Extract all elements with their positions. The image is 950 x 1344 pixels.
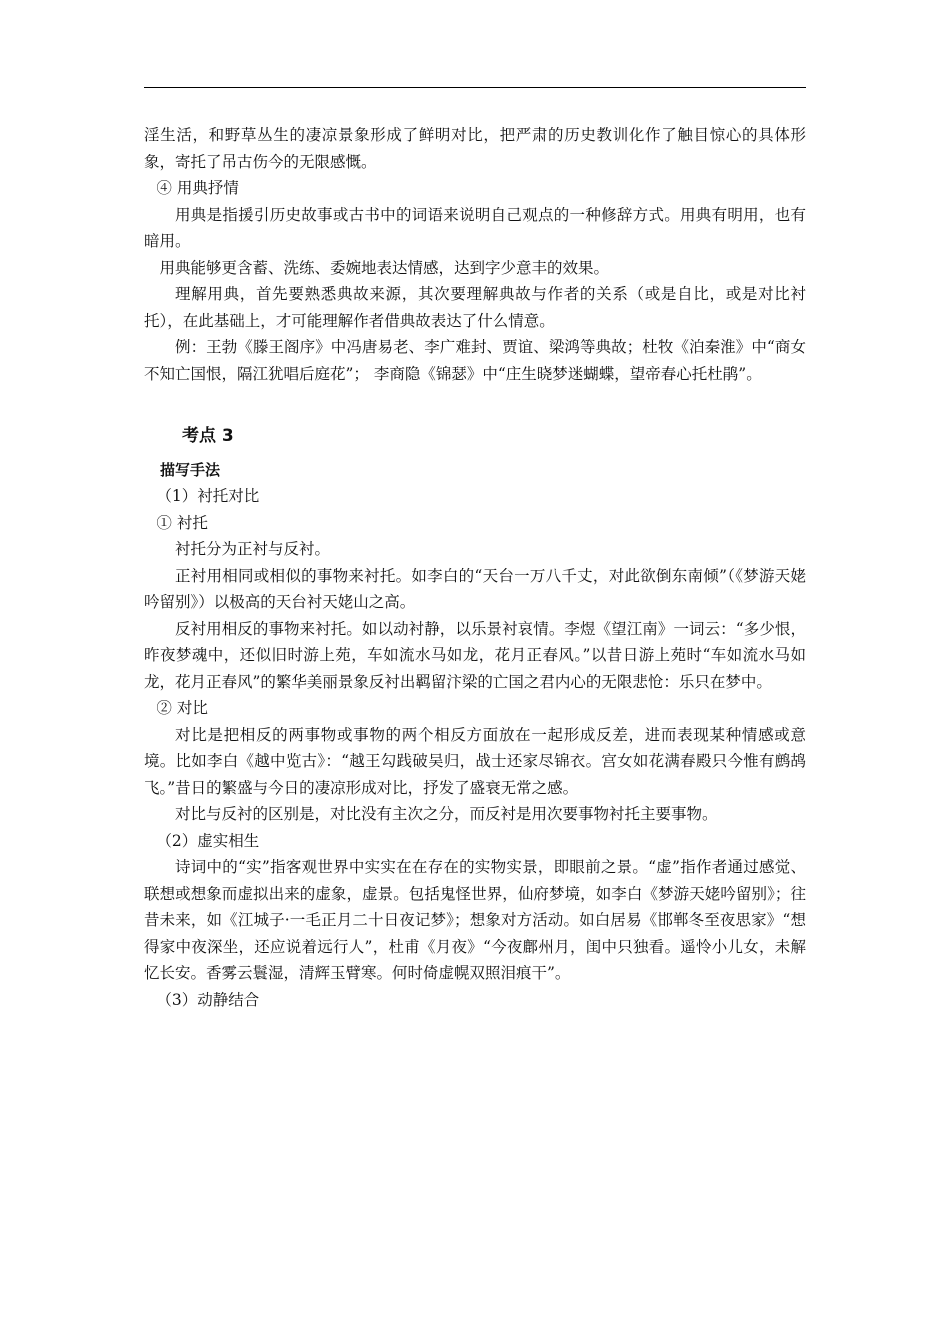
paragraph-continuation: 淫生活，和野草丛生的凄凉景象形成了鲜明对比，把严肃的历史教训化作了触目惊心的具体形象，寄托了吊古伤今的无限感慨。 bbox=[144, 126, 806, 171]
paragraph-comparison-difference: 对比与反衬的区别是，对比没有主次之分，而反衬是用次要事物衬托主要事物。 bbox=[175, 805, 718, 823]
paragraph-allusion-effect: 用典能够更含蓄、洗练、委婉地表达情感，达到字少意丰的效果。 bbox=[159, 258, 610, 277]
subheading-description-techniques: 描写手法 bbox=[160, 461, 221, 479]
list-heading-comparison: ② 对比 bbox=[156, 699, 208, 717]
list-heading-contrast: （1）衬托对比 bbox=[156, 487, 260, 505]
list-heading-foil: ① 衬托 bbox=[156, 513, 208, 532]
list-heading-motion-stillness: （3）动静结合 bbox=[156, 990, 260, 1009]
paragraph-positive-foil: 正衬用相同或相似的事物来衬托。如李白的“天台一万八千丈，对此欲倒东南倾”（《梦游天姥吟留别》）以极高的天台衬天姥山之高。 bbox=[144, 566, 806, 611]
list-heading-allusion: ④ 用典抒情 bbox=[156, 179, 239, 197]
paragraph-virtual-real: 诗词中的“实”指客观世界中实实在在存在的实物实景，即眼前之景。“虚”指作者通过感觉、联想或想象而虚拟出来的虚象，虚景。包括鬼怪世界，仙府梦境，如李白《梦游天姥吟留别》；往昔未来，如《江城子·一毛正月二十日夜记梦》；想象对方活动。如白居易《邯郸冬至夜思家》“想得家中夜深坐，还应说着远行人”，杜甫《月夜》“今夜鄜州月，闺中只独看。遥怜小儿女，未解忆长安。香雾云鬟湿，清辉玉臂寒。何时倚虚幌双照泪痕干”。 bbox=[144, 858, 806, 982]
paragraph-foil-types: 衬托分为正衬与反衬。 bbox=[175, 540, 331, 558]
list-heading-virtual-real: （2）虚实相生 bbox=[156, 831, 260, 850]
document-page bbox=[144, 122, 806, 1013]
paragraph-allusion-definition: 用典是指援引历史故事或古书中的词语来说明自己观点的一种修辞方式。用典有明用，也有暗用。 bbox=[144, 205, 806, 250]
section-title-kaodian: 考点 3 bbox=[182, 426, 234, 446]
paragraph-allusion-understanding: 理解用典，首先要熟悉典故来源，其次要理解典故与作者的关系（或是自比，或是对比衬托），在此基础上，才可能理解作者借典故表达了什么情意。 bbox=[144, 285, 806, 330]
header-rule bbox=[144, 87, 806, 88]
paragraph-comparison: 对比是把相反的两事物或事物的两个相反方面放在一起形成反差，进而表现某种情感或意境。比如李白《越中览古》：“越王勾践破吴归，战士还家尽锦衣。宫女如花满春殿只今惟有鹧鸪飞。”昔日的繁盛与今日的凄凉形成对比，抒发了盛衰无常之感。 bbox=[144, 725, 806, 797]
paragraph-reverse-foil: 反衬用相反的事物来衬托。如以动衬静，以乐景衬哀情。李煜《望江南》一词云：“多少恨，昨夜梦魂中，还似旧时游上苑，车如流水马如龙，花月正春风。”以昔日游上苑时“车如流水马如龙，花月正春风”的繁华美丽景象反衬出羁留汴梁的亡国之君内心的无限悲怆：乐只在梦中。 bbox=[144, 619, 806, 691]
paragraph-allusion-examples: 例：王勃《滕王阁序》中冯唐易老、李广难封、贾谊、梁鸿等典故；杜牧《泊秦淮》中“商女不知亡国恨，隔江犹唱后庭花”； 李商隐《锦瑟》中“庄生晓梦迷蝴蝶，望帝春心托杜鹃”。 bbox=[144, 338, 806, 383]
